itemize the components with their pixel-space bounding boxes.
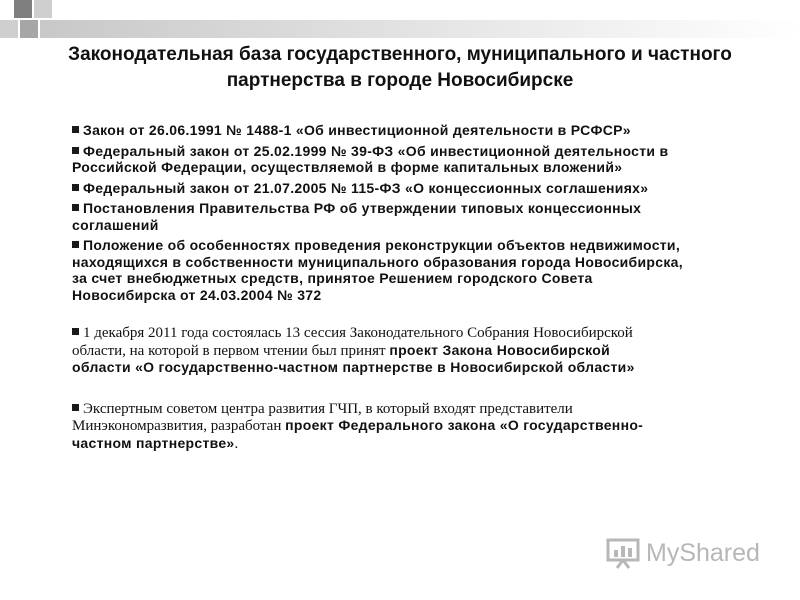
bullet-icon (72, 126, 79, 133)
title-line-2: партнерства в городе Новосибирске (226, 70, 574, 91)
presentation-board-icon (606, 537, 640, 569)
deco-stripe (40, 20, 800, 38)
list-item: Закон от 26.06.1991 № 1488-1 «Об инвестиционной деятельности в РСФСР» (72, 122, 772, 139)
deco-square-light (34, 0, 52, 18)
deco-square-light-2 (0, 20, 18, 38)
list-item: Положение об особенностях проведения реконструкции объектов недвижимости, находящихся в собственности муниципального образования города Новосибирска, за счет внебюджетных средств, принятое Решением городского Совета Новосибирска от 24.03.2004 № 372 (72, 237, 683, 303)
content-body (72, 122, 772, 456)
bullet-icon (72, 241, 79, 248)
logo-text: MyShared (646, 538, 760, 567)
paragraph-session: 1 декабря 2011 года состоялась 13 сессия Законодательного Собрания Новосибирской области, на которой в первом чтении был принят проект Закона Новосибирской области «О государственно-частном партнерстве в Новосибирской области» (72, 325, 635, 375)
myshared-logo (606, 536, 760, 570)
bullet-icon (72, 147, 79, 154)
page-title (40, 42, 760, 94)
deco-square-dark-2 (20, 20, 38, 38)
deco-square-dark (14, 0, 32, 18)
bullet-icon (72, 328, 79, 335)
list-item: Федеральный закон от 25.02.1999 № 39-ФЗ «Об инвестиционной деятельности в Российской Федерации, осуществляемой в форме капитальных вложений» (72, 142, 669, 175)
bullet-icon (72, 204, 79, 211)
paragraph-expert-council: Экспертным советом центра развития ГЧП, в который входят представители Минэкономразвития, разработан проект Федерального закона «О государственно- частном партнерстве». (72, 400, 644, 452)
list-item: Постановления Правительства РФ об утверждении типовых концессионных соглашений (72, 200, 642, 233)
list-item: Федеральный закон от 21.07.2005 № 115-ФЗ «О концессионных соглашениях» (72, 180, 772, 197)
bullet-icon (72, 404, 79, 411)
title-line-1: Законодательная база государственного, муниципального и частного (68, 44, 732, 65)
bullet-icon (72, 184, 79, 191)
